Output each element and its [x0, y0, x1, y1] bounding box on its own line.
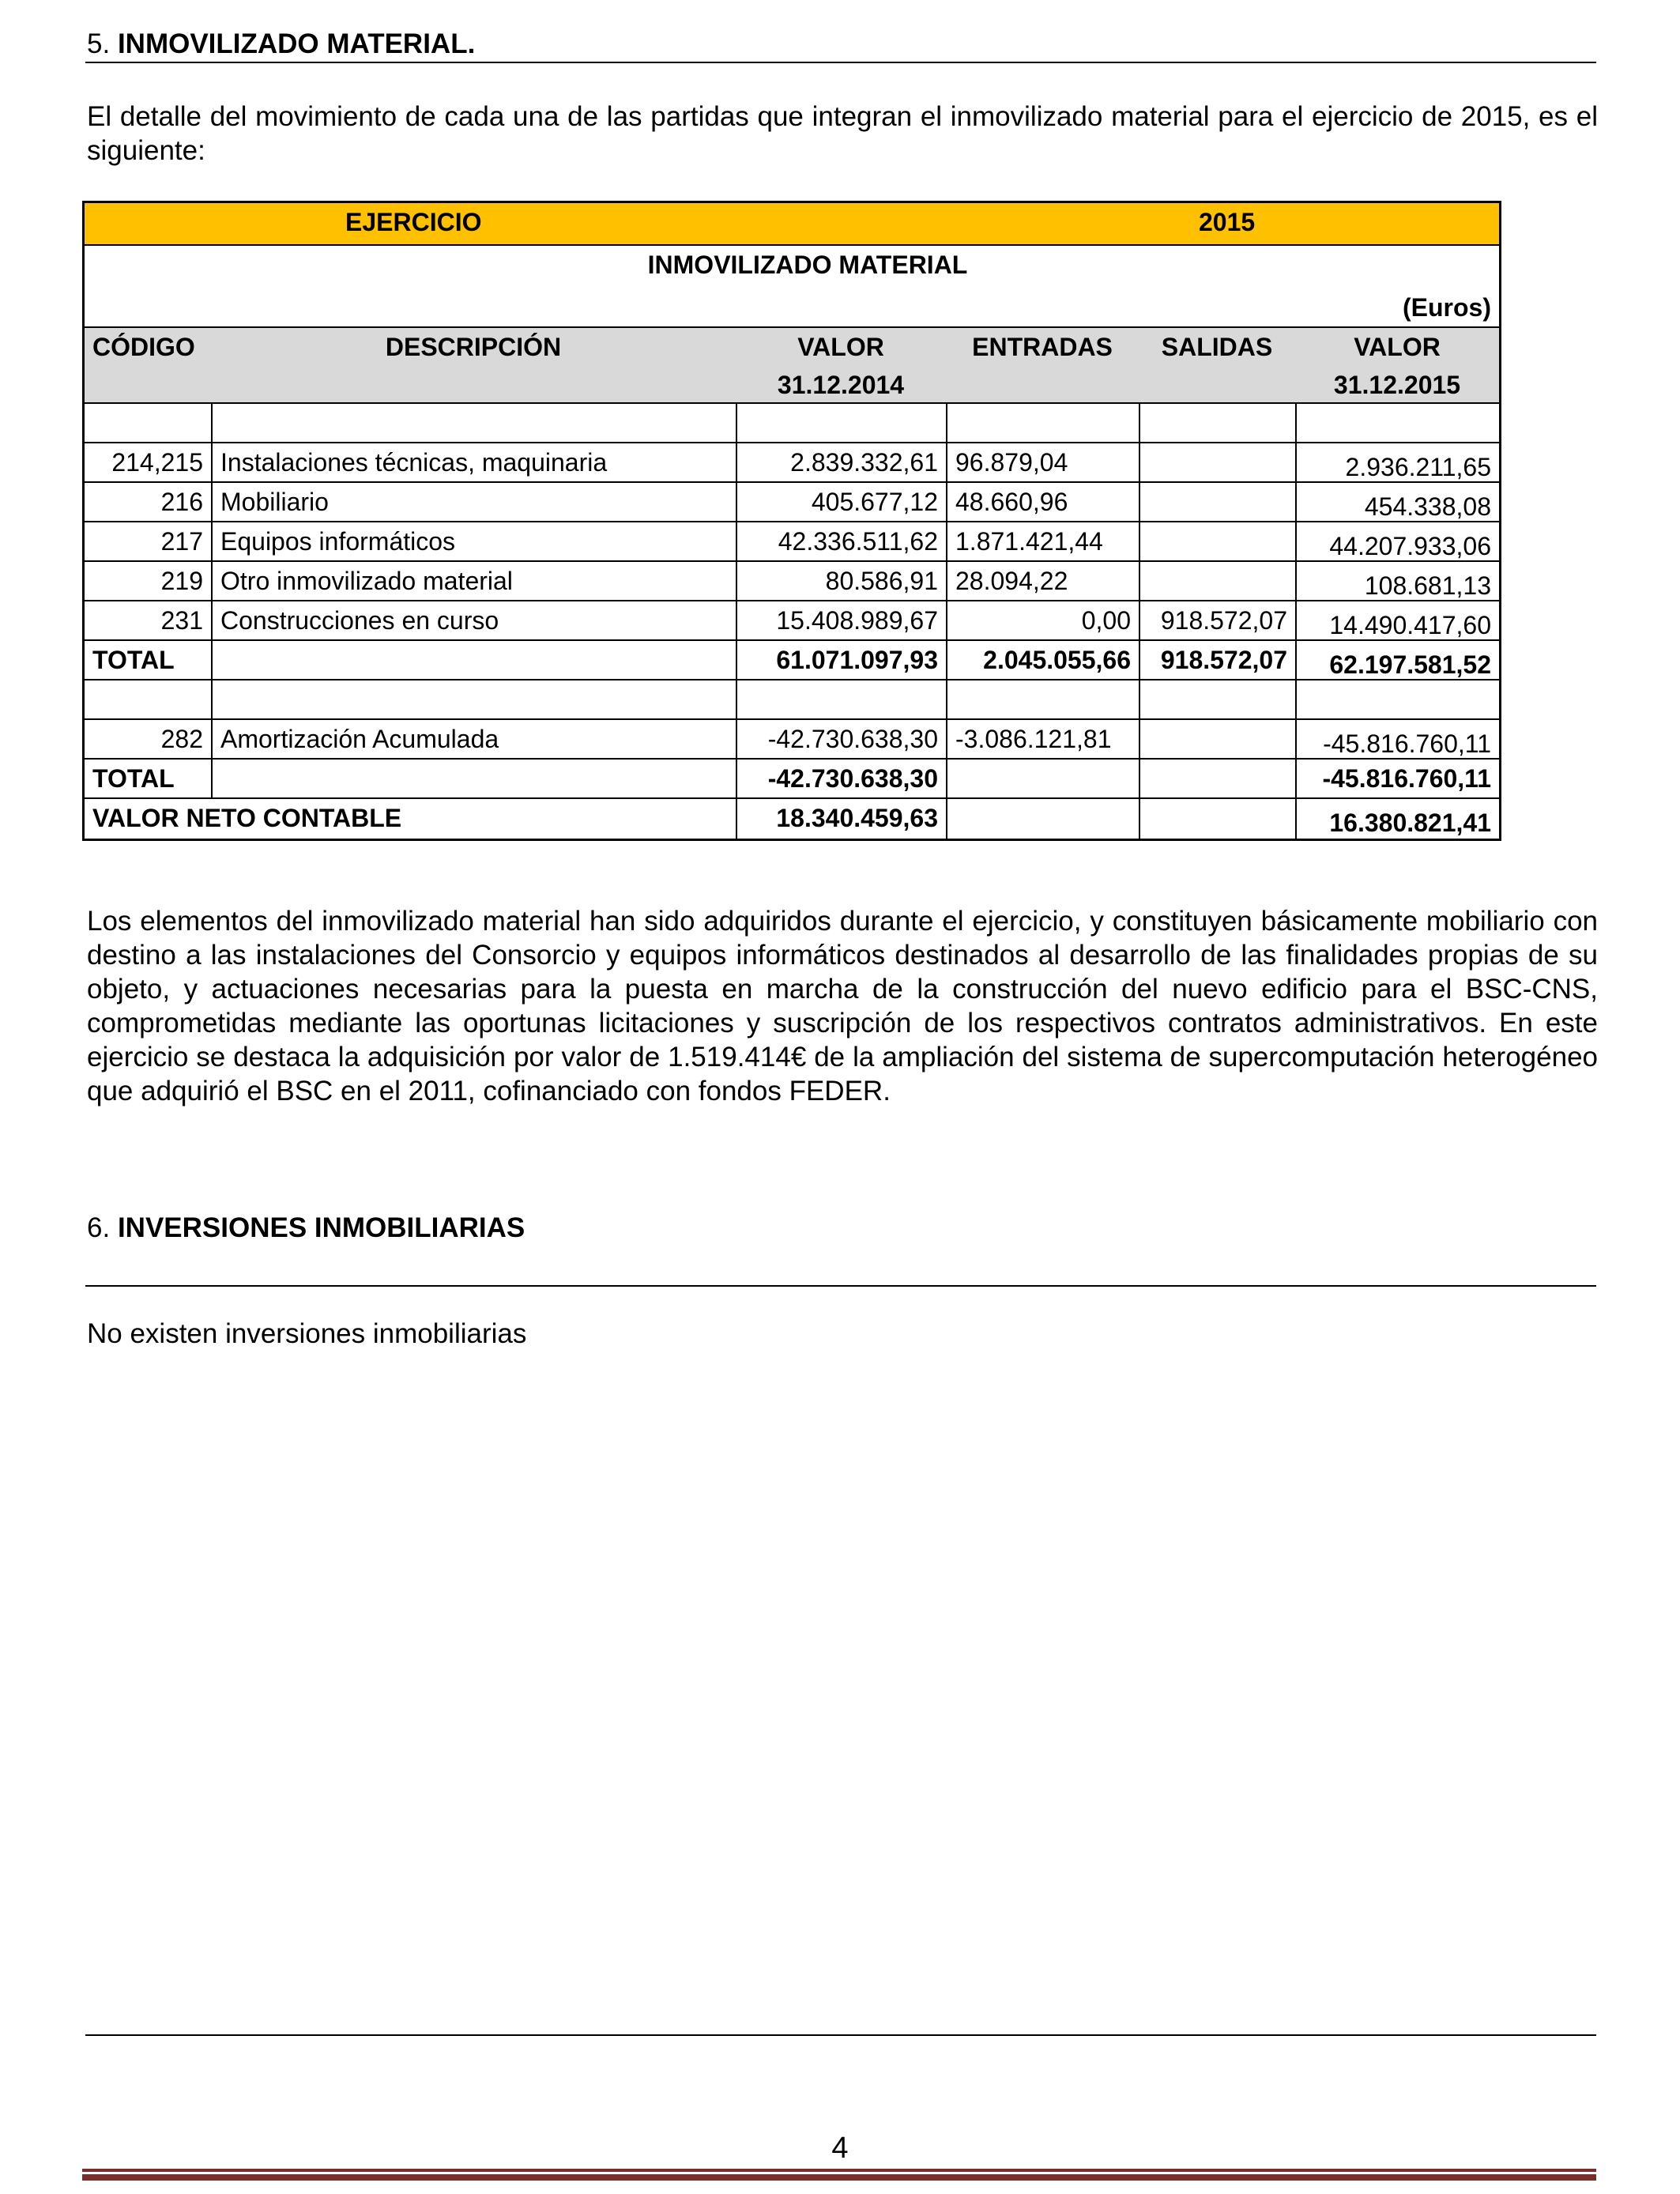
- table-row: [85, 522, 1499, 562]
- section-5-heading: INMOVILIZADO MATERIAL.: [117, 28, 476, 59]
- total-salidas: 918.572,07: [1139, 641, 1295, 679]
- row-valor-2015: 14.490.417,60: [1295, 601, 1499, 639]
- header-valor-2014-line1: VALOR: [797, 333, 884, 361]
- section-5-title: [87, 28, 475, 60]
- table-spacer-row: [85, 680, 1499, 720]
- header-salidas: SALIDAS: [1161, 333, 1273, 361]
- row-description: Equipos informáticos: [211, 522, 736, 560]
- row-salidas: [1139, 720, 1295, 758]
- table-row: [85, 562, 1499, 601]
- total-salidas: [1139, 760, 1295, 797]
- section-6-title: [87, 1212, 525, 1244]
- row-salidas: [1139, 443, 1295, 481]
- row-entradas: 28.094,22: [946, 562, 1139, 600]
- row-code: 216: [160, 488, 203, 516]
- section-6-rule: [85, 1285, 1596, 1287]
- header-valor-2015-line2: 31.12.2015: [1333, 371, 1461, 399]
- row-salidas: [1139, 562, 1295, 600]
- row-code: 219: [160, 567, 203, 595]
- footer-bar-top: [82, 2169, 1596, 2172]
- row-valor-2014: 42.336.511,62: [736, 522, 946, 560]
- total-description: [211, 760, 736, 797]
- header-entradas: ENTRADAS: [972, 333, 1113, 361]
- header-valor-2015-line1: VALOR: [1354, 333, 1441, 361]
- header-valor-2015: [1295, 328, 1499, 402]
- header-valor-2014-line2: 31.12.2014: [777, 371, 905, 399]
- row-valor-2015: 2.936.211,65: [1295, 443, 1499, 481]
- total-description: [211, 641, 736, 679]
- table-title-text: INMOVILIZADO MATERIAL: [647, 251, 968, 279]
- row-valor-2015: 44.207.933,06: [1295, 522, 1499, 560]
- body-paragraph: Los elementos del inmovilizado material han sido adquiridos durante el ejercicio, y constituyen básicamente mobiliario con destino a las instalaciones del Consorcio y equipos informáticos destinados al desarrollo de las finalidades propias de su objeto, y actuaciones necesarias para la puesta en marcha de la construcción del nuevo edificio para el BSC-CNS, comprometidas mediante las oportunas licitaciones y suscripción de los respectivos contratos administrativos. En este ejercicio se destaca la adquisición por valor de 1.519.414€ de la ampliación del sistema de supercomputación heterogéneo que adquirió el BSC en el 2011, cofinanciado con fondos FEDER.: [87, 906, 1598, 1106]
- table-row: [85, 720, 1499, 760]
- spacer-cell: [1139, 680, 1295, 718]
- header-valor-2014: [736, 328, 946, 402]
- net-book-value-row: [85, 799, 1499, 839]
- page-number: 4: [831, 2132, 849, 2165]
- footer-rule: [85, 2034, 1596, 2036]
- table-header-row: [85, 328, 1499, 404]
- row-valor-2014: 80.586,91: [736, 562, 946, 600]
- net-book-value-2014: 18.340.459,63: [736, 799, 946, 839]
- spacer-cell: [946, 404, 1139, 442]
- row-valor-2015: -45.816.760,11: [1295, 720, 1499, 758]
- table-title-row: [85, 246, 1499, 288]
- total-label: TOTAL: [92, 764, 175, 793]
- table-title: [85, 246, 1499, 288]
- row-description: Otro inmovilizado material: [211, 562, 736, 600]
- row-code: 231: [160, 606, 203, 635]
- table-unit-row: [85, 288, 1499, 328]
- year-label: 2015: [1199, 208, 1256, 236]
- total-entradas: 2.045.055,66: [946, 641, 1139, 679]
- ejercicio-label: EJERCICIO: [345, 208, 482, 236]
- total-valor-2014: 61.071.097,93: [736, 641, 946, 679]
- table-spacer-row: [85, 404, 1499, 443]
- row-valor-2015: 454.338,08: [1295, 483, 1499, 521]
- table-row: [85, 601, 1499, 641]
- spacer-cell: [736, 404, 946, 442]
- row-code: 217: [160, 527, 203, 556]
- net-book-value-entradas: [946, 799, 1139, 839]
- row-valor-2014: 15.408.989,67: [736, 601, 946, 639]
- section-6-number: 6.: [87, 1212, 111, 1243]
- net-book-value-label: VALOR NETO CONTABLE: [92, 804, 402, 832]
- fixed-assets-table: [82, 201, 1501, 841]
- spacer-cell: [946, 680, 1139, 718]
- row-code: 282: [160, 725, 203, 753]
- section-6-text: No existen inversiones inmobiliarias: [87, 1318, 527, 1349]
- spacer-cell: [211, 404, 736, 442]
- spacer-cell: [736, 680, 946, 718]
- row-description: Instalaciones técnicas, maquinaria: [211, 443, 736, 481]
- table-unit: (Euros): [1403, 293, 1491, 322]
- spacer-cell: [85, 680, 211, 718]
- total-label: TOTAL: [92, 646, 175, 674]
- section-5-number: 5.: [87, 28, 111, 59]
- row-code: 214,215: [111, 448, 203, 477]
- total-entradas: [946, 760, 1139, 797]
- header-codigo: CÓDIGO: [92, 333, 195, 361]
- row-salidas: [1139, 483, 1295, 521]
- row-entradas: 48.660,96: [946, 483, 1139, 521]
- section-6-heading: INVERSIONES INMOBILIARIAS: [117, 1212, 525, 1243]
- row-valor-2014: 2.839.332,61: [736, 443, 946, 481]
- row-description: Mobiliario: [211, 483, 736, 521]
- spacer-cell: [85, 404, 211, 442]
- row-salidas: [1139, 522, 1295, 560]
- row-entradas: 0,00: [946, 601, 1139, 639]
- total-row: [85, 760, 1499, 799]
- row-description: Construcciones en curso: [211, 601, 736, 639]
- spacer-cell: [1295, 404, 1499, 442]
- row-valor-2015: 108.681,13: [1295, 562, 1499, 600]
- row-entradas: 1.871.421,44: [946, 522, 1139, 560]
- spacer-cell: [211, 680, 736, 718]
- spacer-cell: [1295, 680, 1499, 718]
- row-salidas: 918.572,07: [1139, 601, 1295, 639]
- table-row: [85, 483, 1499, 522]
- total-valor-2015: -45.816.760,11: [1295, 760, 1499, 797]
- spacer-cell: [1139, 404, 1295, 442]
- net-book-value-salidas: [1139, 799, 1295, 839]
- total-valor-2014: -42.730.638,30: [736, 760, 946, 797]
- row-entradas: 96.879,04: [946, 443, 1139, 481]
- table-year-row: [85, 203, 1499, 246]
- row-valor-2014: 405.677,12: [736, 483, 946, 521]
- total-row: [85, 641, 1499, 680]
- row-entradas: -3.086.121,81: [946, 720, 1139, 758]
- row-valor-2014: -42.730.638,30: [736, 720, 946, 758]
- row-description: Amortización Acumulada: [211, 720, 736, 758]
- table-row: [85, 443, 1499, 483]
- total-valor-2015: 62.197.581,52: [1295, 641, 1499, 679]
- net-book-value-2015: 16.380.821,41: [1295, 799, 1499, 839]
- footer-bar-bottom: [82, 2174, 1596, 2181]
- header-descripcion: DESCRIPCIÓN: [385, 333, 562, 361]
- intro-paragraph: El detalle del movimiento de cada una de las partidas que integran el inmovilizado material para el ejercicio de 2015, es el siguiente:: [87, 101, 1598, 166]
- section-5-rule: [85, 62, 1596, 63]
